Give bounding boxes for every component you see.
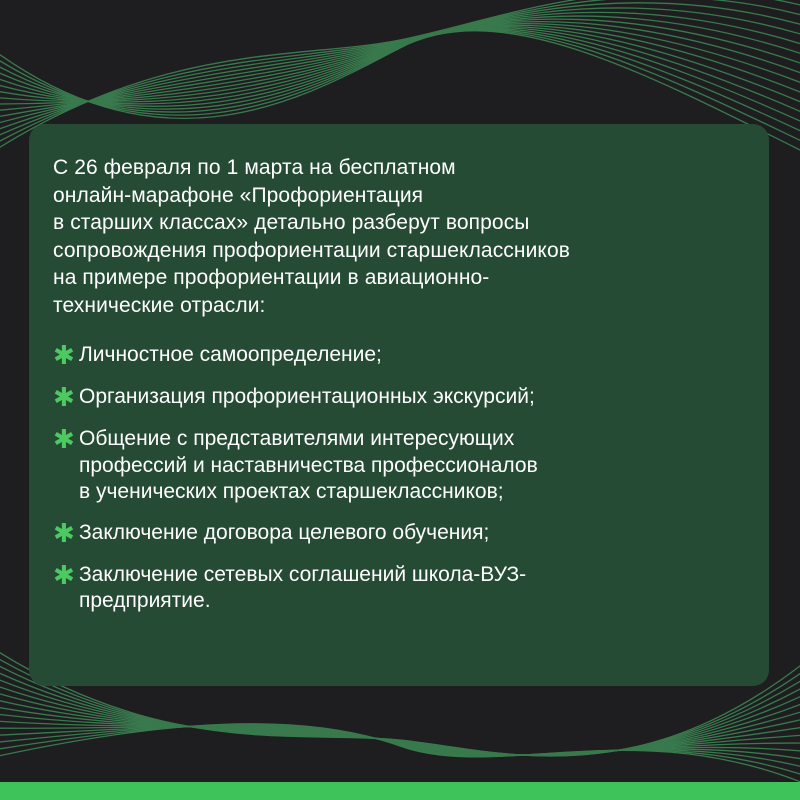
list-item (53, 562, 745, 615)
list-item-text: Заключение сетевых соглашений школа-ВУЗ- предприятие. (79, 562, 527, 612)
bottom-accent-bar (0, 782, 800, 800)
decorative-line (0, 8, 800, 136)
list-item (53, 384, 745, 412)
info-card (29, 124, 769, 686)
intro-text: С 26 февраля по 1 марта на бесплатном онлайн-марафоне «Профориентация в старших классах» детально разберут вопросы сопровождения профориентации старшеклассников на примере профориентации в авиационно- технические отрасли: (53, 156, 570, 317)
asterisk-icon: ✱ (53, 518, 75, 549)
decorative-line (0, 19, 800, 112)
topics-list (53, 342, 745, 615)
list-item-text: Организация профориентационных экскурсий; (79, 385, 535, 408)
asterisk-icon: ✱ (53, 425, 75, 455)
asterisk-icon: ✱ (53, 383, 75, 413)
list-item (53, 342, 745, 370)
list-item (53, 426, 745, 506)
list-item-text: Заключение договора целевого обучения; (79, 520, 490, 544)
list-item-text: Общение с представителями интересующих профессий и наставничества профессионалов в ученических проектах старшеклассников; (79, 427, 538, 503)
asterisk-icon: ✱ (53, 560, 75, 591)
list-item-text: Личностное самоопределение; (79, 343, 382, 366)
list-item (53, 520, 745, 548)
asterisk-icon: ✱ (53, 341, 75, 371)
